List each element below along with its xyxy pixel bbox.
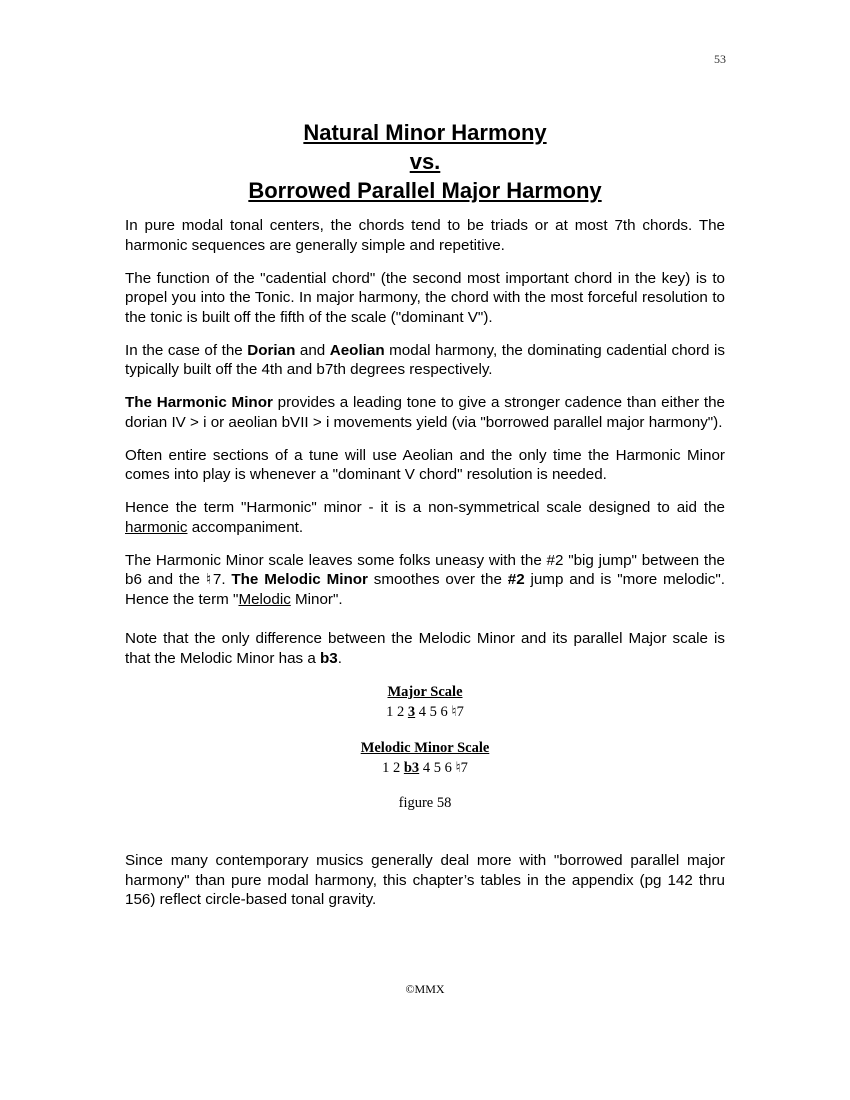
paragraph-3: In the case of the Dorian and Aeolian modal harmony, the dominating cadential chord is typically built off the 4th and b7th degrees respectively. (125, 341, 725, 378)
paragraph-5: Often entire sections of a tune will use Aeolian and the only time the Harmonic Minor comes into play is whenever a "dominant V chord" resolution is needed. (125, 446, 725, 483)
melodic-minor-scale-degrees: 1 2 b3 4 5 6 ♮7 (382, 759, 468, 776)
paragraph-2: The function of the "cadential chord" (the second most important chord in the key) is to propel you into the Tonic. In major harmony, the chord with the most forceful resolution to the tonic is built off the fifth of the scale ("dominant V"). (125, 269, 725, 326)
copyright-footer: ©MMX (405, 982, 445, 996)
paragraph-1: In pure modal tonal centers, the chords tend to be triads or at most 7th chords. The harmonic sequences are generally simple and repetitive. (125, 217, 725, 254)
title-line-1: Natural Minor Harmony (303, 120, 547, 145)
major-scale-title: Major Scale (387, 683, 463, 700)
paragraph-4: The Harmonic Minor provides a leading tone to give a stronger cadence than either the dorian IV > i or aeolian bVII > i movements yield (via "borrowed parallel major harmony"). (125, 394, 725, 431)
melodic-minor-scale (125, 738, 725, 778)
figure-58 (125, 682, 725, 778)
figure-caption: figure 58 (398, 794, 452, 811)
paragraph-6: Hence the term "Harmonic" minor - it is a non-symmetrical scale designed to aid the harmonic accompaniment. (125, 499, 725, 536)
paragraph-8: Note that the only difference between the Melodic Minor and its parallel Major scale is that the Melodic Minor has a b3. (125, 630, 725, 667)
major-scale-degrees: 1 2 3 4 5 6 ♮7 (386, 703, 464, 720)
title-line-2: vs. (409, 149, 441, 174)
paragraph-7: The Harmonic Minor scale leaves some folks uneasy with the #2 "big jump" between the b6 and the ♮7. The Melodic Minor smoothes over the #2 jump and is "more melodic". Hence the term "Melodic Minor". (125, 551, 725, 608)
page-number: 53 (714, 52, 726, 66)
page-title (125, 118, 725, 205)
melodic-minor-scale-title: Melodic Minor Scale (360, 739, 490, 756)
title-line-3: Borrowed Parallel Major Harmony (248, 178, 602, 203)
paragraph-9: Since many contemporary musics generally deal more with "borrowed parallel major harmony" than pure modal harmony, this chapter’s tables in the appendix (pg 142 thru 156) reflect circle-based tonal gravity. (125, 852, 725, 908)
body-text (125, 216, 725, 923)
major-scale (125, 682, 725, 722)
